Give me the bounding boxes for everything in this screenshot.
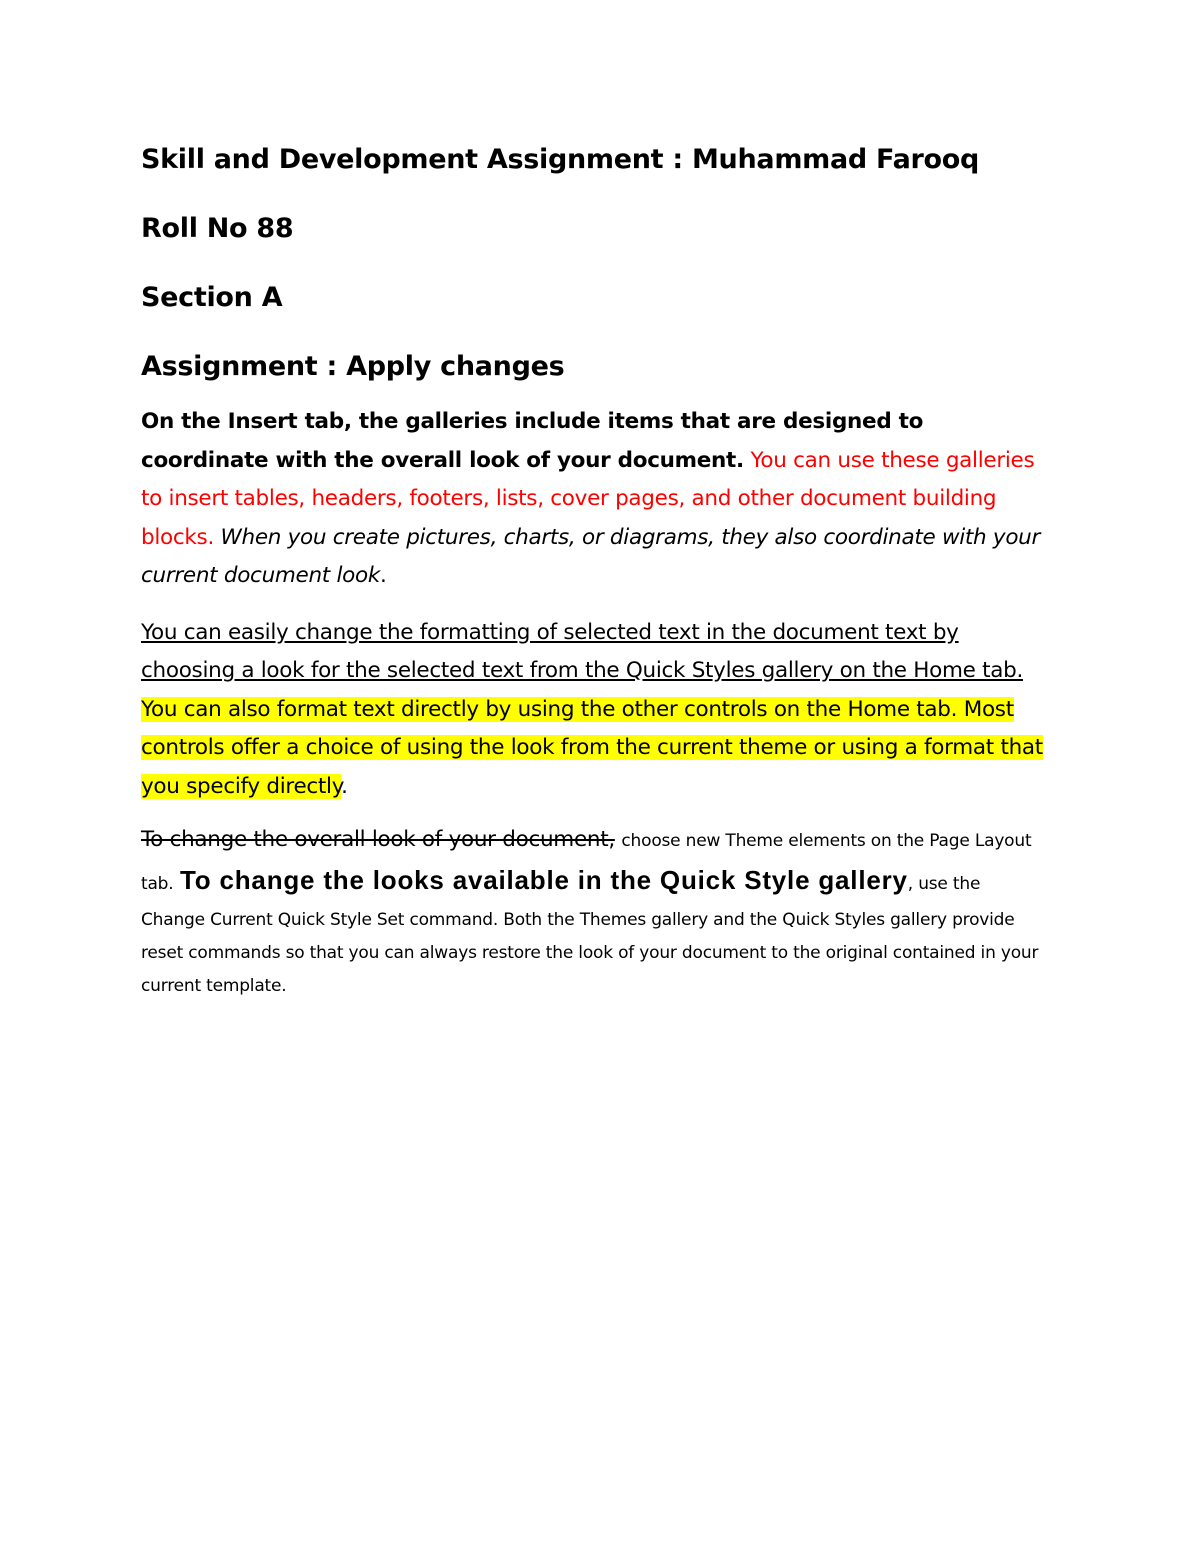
paragraph-formatting: [141, 614, 1046, 807]
paragraph1-italic-text: When you create pictures, charts, or diagrams, they also coordinate with your current document look: [141, 524, 1041, 588]
paragraph1-bold-text: On the Insert tab, the galleries include items that are designed to coordinate with the overall look of your document.: [141, 409, 924, 473]
assignment-line: Assignment : Apply changes: [141, 351, 565, 382]
paragraph-change-look: [141, 824, 1046, 1002]
paragraph2-underlined-text: You can easily change the formatting of selected text in the document text by choosing a look for the selected text from the Quick Styles gallery on the Home tab.: [141, 619, 1023, 683]
paragraph3-small-text-2: , use the Change Current Quick Style Set command. Both the Themes gallery and the Quick Styles gallery provide reset commands so that you can always restore the look of your document to the original contained in your current template.: [141, 874, 1039, 996]
paragraph2-highlighted-text: You can also format text directly by using the other controls on the Home tab. Most controls offer a choice of using the look from the current theme or using a format that you specify directly: [141, 696, 1043, 799]
paragraph3-strikethrough-text: To change the overall look of your document,: [141, 827, 615, 852]
paragraph-insert-tab: [141, 403, 1046, 596]
paragraph2-end: .: [341, 773, 348, 799]
paragraph3-small-text-1: choose new Theme elements on the Page Layout tab.: [141, 831, 1032, 894]
paragraph3-large-bold-text: To change the looks available in the Quick Style gallery: [180, 865, 908, 895]
document-body: [141, 140, 1046, 1002]
paragraph1-end: .: [380, 563, 387, 588]
paragraph1-red-text: You can use these galleries to insert tables, headers, footers, lists, cover pages, and other document building blocks.: [141, 447, 1035, 550]
roll-number-line: Roll No 88: [141, 213, 294, 244]
title-line: Skill and Development Assignment : Muhammad Farooq: [141, 144, 980, 175]
section-line: Section A: [141, 282, 283, 313]
